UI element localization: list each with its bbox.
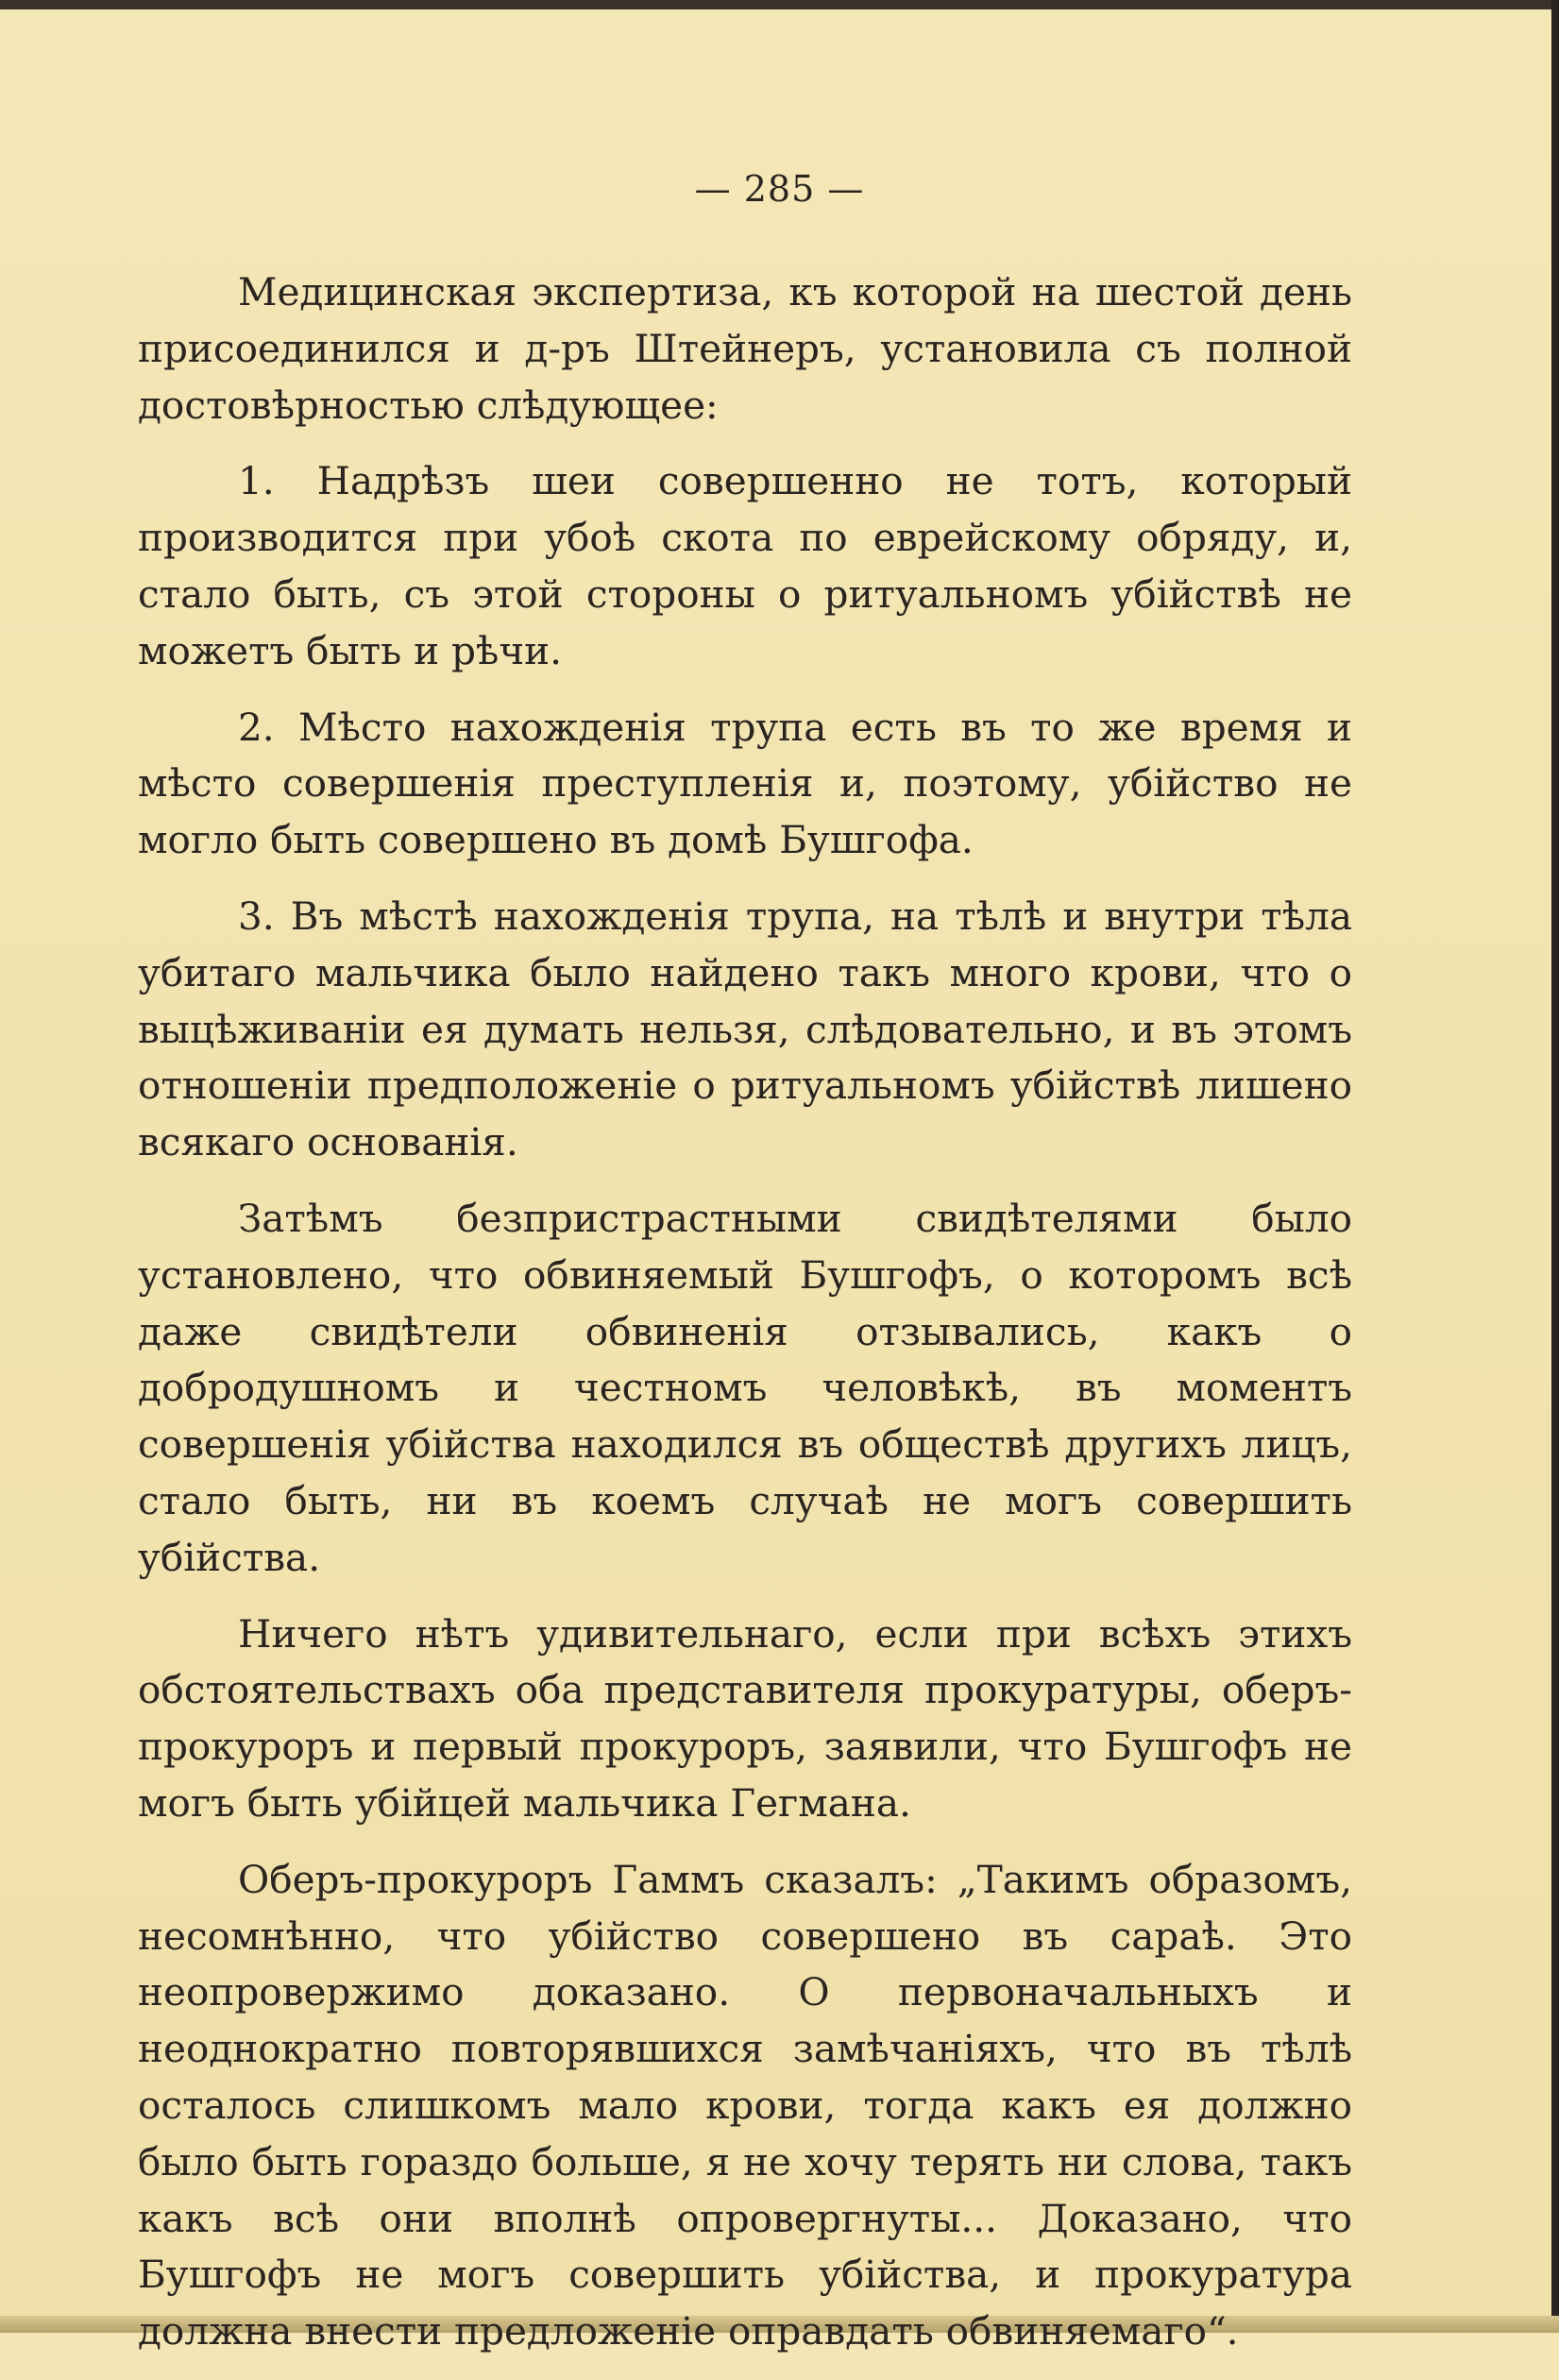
page-number: — 285 —	[694, 168, 865, 210]
page-text	[138, 264, 1352, 2380]
paragraph-finding-1: 1. Надрѣзъ шеи совершенно не тотъ, который производится при убоѣ скота по еврейскому обряду, и, стало быть, съ этой стороны о ритуальномъ убійствѣ не можетъ быть и рѣчи.	[138, 458, 1352, 673]
scan-right-edge	[1551, 0, 1559, 2333]
scan-top-edge	[0, 0, 1559, 9]
paragraph-expertise-intro: Медицинская экспертиза, къ которой на шестой день присоединился и д-ръ Штейнеръ, установила съ полной достовѣрностью слѣдующее:	[138, 269, 1352, 428]
paragraph-prosecution: Ничего нѣтъ удивительнаго, если при всѣхъ этихъ обстоятельствахъ оба представителя прокуратуры, оберъ-прокуроръ и первый прокуроръ, заявили, что Бушгофъ не могъ быть убійцей мальчика Гегмана.	[138, 1610, 1352, 1826]
paragraph-quote-hamm: Оберъ-прокуроръ Гаммъ сказалъ: „Такимъ образомъ, несомнѣнно, что убійство совершено въ сараѣ. Это неопровержимо доказано. О первоначальныхъ и неоднократно повторявшихся замѣчаніяхъ, что въ тѣлѣ осталось слишкомъ мало крови, тогда какъ ея должно было быть гораздо больше, я не хочу терять ни слова, такъ какъ всѣ они вполнѣ опровергнуты... Доказано, что Бушгофъ не могъ совершить убійства, и прокуратура должна внести предложеніе оправдать обвиняемаго“.	[138, 1856, 1352, 2354]
paragraph-finding-2: 2. Мѣсто нахожденія трупа есть въ то же время и мѣсто совершенія преступленія и, поэтому, убійство не могло быть совершено въ домѣ Бушгофа.	[138, 704, 1352, 863]
paragraph-witnesses: Затѣмъ безпристрастными свидѣтелями было установлено, что обвиняемый Бушгофъ, о которомъ всѣ даже свидѣтели обвиненія отзывались, какъ о добродушномъ и честномъ человѣкѣ, въ моментъ совершенія убійства находился въ обществѣ другихъ лицъ, стало быть, ни въ коемъ случаѣ не могъ совершить убійства.	[138, 1195, 1352, 1580]
paragraph-finding-3: 3. Въ мѣстѣ нахожденія трупа, на тѣлѣ и внутри тѣла убитаго мальчика было найдено такъ много крови, что о выцѣживаніи ея думать нельзя, слѣдовательно, и въ этомъ отношеніи предположеніе о ритуальномъ убійствѣ лишено всякаго основанія.	[138, 892, 1352, 1165]
